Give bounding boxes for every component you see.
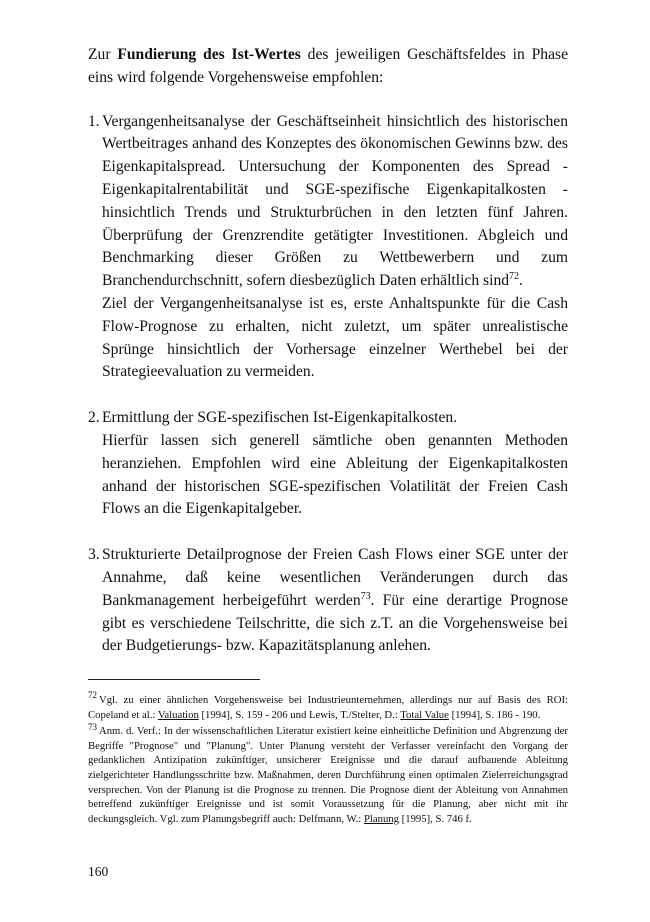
footnote-73-text-2: [1995], S. 746 f. [399,812,472,825]
footnote-72-citation-valuation: Valuation [157,708,199,721]
step-3-number: 3. [88,546,100,564]
step-1-number: 1. [88,112,100,130]
step-1 [88,111,568,385]
step-1-text: Vergangenheitsanalyse der Geschäftseinheit hinsichtlich des historischen Wertbeitrages anhand des Konzeptes des ökonomischen Gewinns bzw. des Eigenkapitalspread. Untersuchung der Komponenten des Spread - Eigenkapitalrentabilität und SGE-spezifische Eigenkapitalkosten - hinsichtlich Trends und Strukturbrüchen in den letzten fünf Jahren. Überprüfung der Grenzrendite getätigter Investitionen. Abgleich und Benchmarking dieser Größen zu Wettbewerbern und zum Branchendurchschnitt, sofern diesbezüglich Daten erhältlich sind [102,112,568,290]
footnote-73 [88,721,568,826]
page-body [88,44,568,658]
intro-post: des jeweiligen Geschäftsfeldes in Phase eins wird folgende Vorgehensweise empfohlen: [88,46,568,86]
step-3 [88,544,568,658]
step-2-number: 2. [88,409,100,427]
footnote-72-text-1: Vgl. zu einer ähnlichen Vorgehensweise bei Industrieunternehmen, allerdings nur auf Basis des ROI: Copeland et al.: [88,694,568,721]
footnote-72-text-3: [1994], S. 186 - 190. [448,708,541,721]
intro-paragraph [88,44,568,90]
intro-bold-term: Fundierung des Ist-Wertes [117,46,301,63]
step-3-text-end: . Für eine derartige Prognose gibt es verschiedene Teilschritte, die sich z.T. an die Vorgehensweise bei der Budgetierungs- bzw. Kapazitätsplanung anlehen. [102,591,569,655]
footnote-ref-72[interactable]: 72 [509,270,520,282]
step-2-paragraph-1: Ermittlung der SGE-spezifischen Ist-Eigenkapitalkosten. [102,409,458,427]
step-1-paragraph-2: Ziel der Vergangenheitsanalyse ist es, erste Anhaltspunkte für die Cash Flow-Prognose zu erhalten, nicht zuletzt, um später unrealistische Sprünge hinsichtlich der Vorhersage einzelner Werthebel bei der Strategieevaluation zu vermeiden. [102,294,568,381]
step-1-text-end: . [519,272,523,290]
footnote-73-text-1: Anm. d. Verf.: In der wissenschaftlichen Literatur existiert keine einheitliche Definition und Abgrenzung der Begriffe "Prognose" und "Planung". Unter Planung versteht der Verfasser vereinfacht den Vorgang der gedanklichen Antizipation zukünftiger, unsicherer Ereignisse und die darauf aufbauende Ableitung zielgerichteter Handlungsschritte bzw. Maßnahmen, deren Durchführung einen optimalen Zielerreichungsgrad versprechen. Von der Planung ist die Prognose zu trennen. Die Prognose dient der Ableitung von Annahmen betreffend zukünftiger Ereignisse und ist somit Voraussetzung für die Planung, aber nicht mit ihr deckungsgleich. Vgl. zum Planungsbegriff auch: Delfmann, W.: [88,725,568,825]
footnote-72 [88,690,568,722]
step-2 [88,407,568,521]
footnote-73-citation-planung: Planung [363,812,399,825]
step-3-text: Strukturierte Detailprognose der Freien Cash Flows einer SGE unter der Annahme, daß keine wesentlichen Veränderungen durch das Bankmanagement herbeigeführt werden [102,546,568,609]
step-1-paragraph-1 [102,111,568,293]
footnote-72-number: 72 [88,690,97,701]
footnote-72-citation-total-value: Total Value [400,708,449,721]
footnote-ref-73[interactable]: 73 [360,590,371,602]
step-2-paragraph-2: Hierfür lassen sich generell sämtliche oben genannten Methoden heranziehen. Empfohlen wird eine Ableitung der Eigenkapitalkosten anhand der historischen SGE-spezifischen Volatilität der Freien Cash Flows an die Eigenkapitalgeber. [102,431,568,518]
steps-list [88,111,568,659]
footnote-72-text-2: [1994], S. 159 - 206 und Lewis, T./Stelter, D.: [198,708,401,721]
footnotes [88,690,568,828]
footnote-73-number: 73 [88,721,97,732]
page-number: 160 [88,864,109,879]
intro-pre: Zur [88,46,118,63]
footnote-separator [88,679,260,680]
step-3-paragraph-1 [102,544,568,658]
